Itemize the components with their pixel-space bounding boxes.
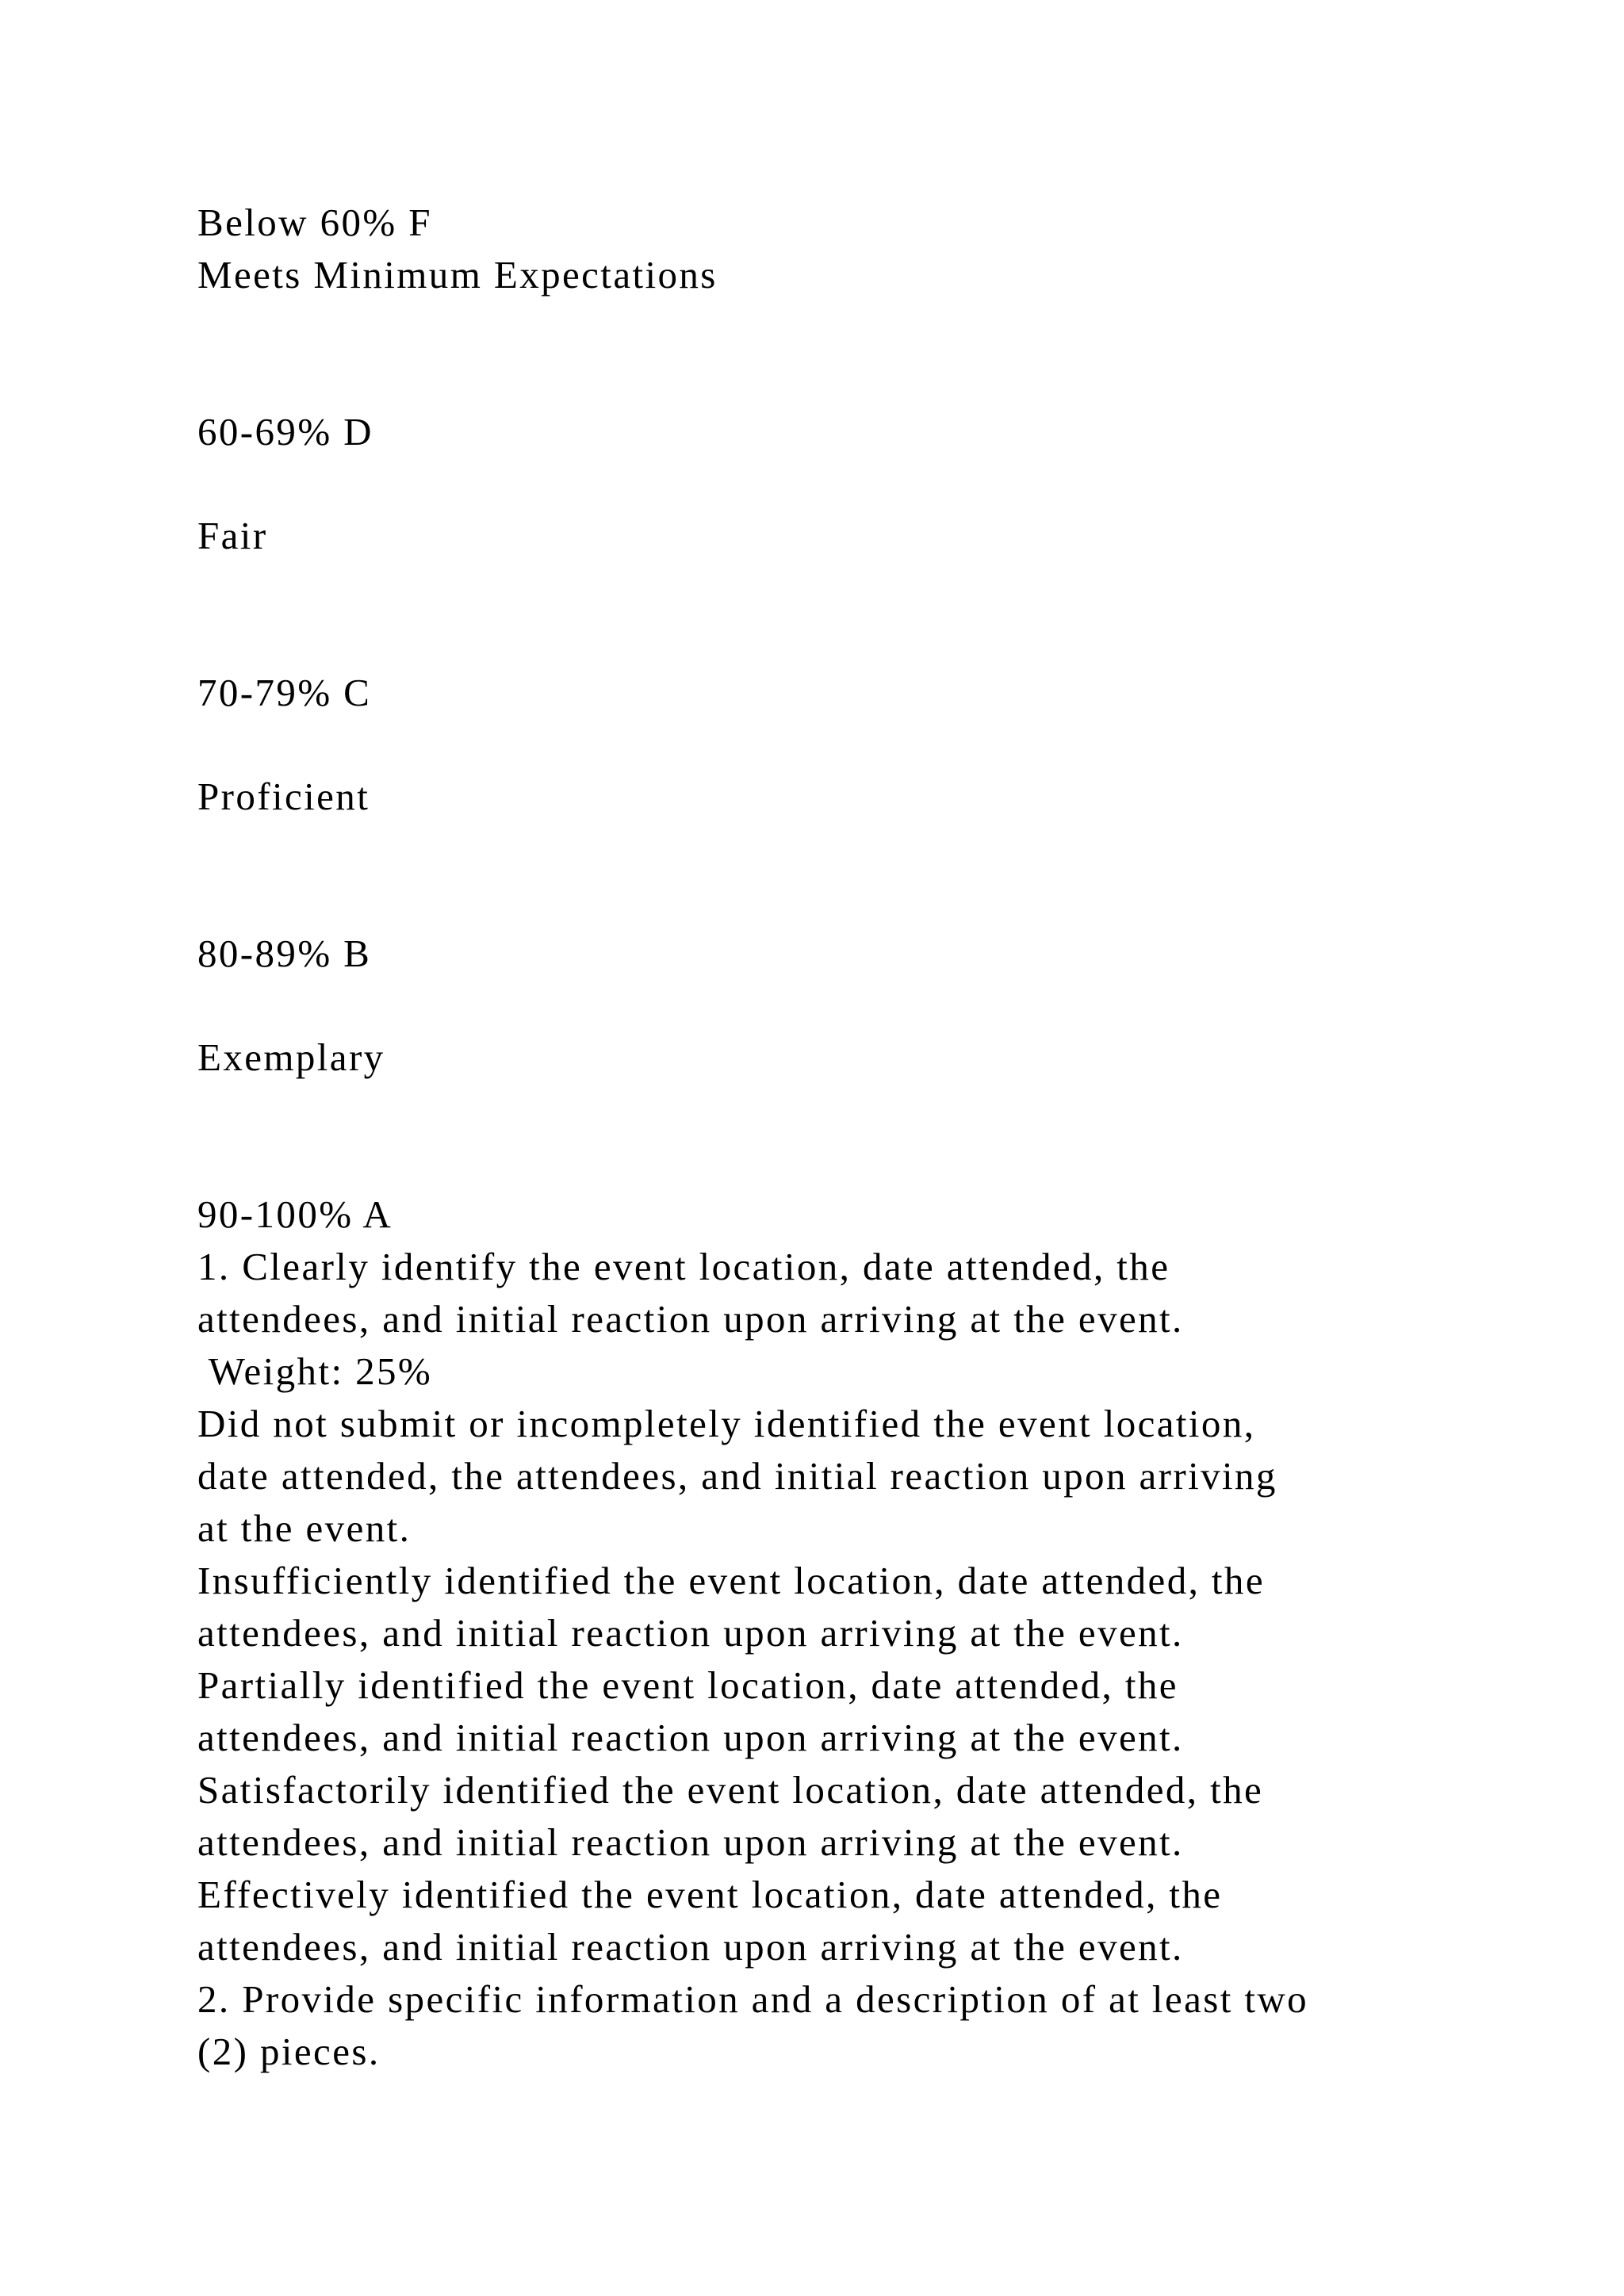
criterion-2-line-1: 2. Provide specific information and a description of at least two — [197, 1977, 1309, 2021]
criterion-1-line-2: attendees, and initial reaction upon arriving at the event. — [197, 1297, 1184, 1341]
level-f-description-line-2: date attended, the attendees, and initial reaction upon arriving — [197, 1454, 1277, 1498]
grade-60-69-d: 60-69% D — [197, 410, 373, 453]
level-c-description-line-2: attendees, and initial reaction upon arriving at the event. — [197, 1716, 1184, 1759]
grade-80-89-b: 80-89% B — [197, 932, 372, 975]
criterion-1-line-1: 1. Clearly identify the event location, date attended, the — [197, 1245, 1170, 1288]
level-a-description-line-1: Effectively identified the event location, date attended, the — [197, 1873, 1223, 1916]
grade-70-79-c: 70-79% C — [197, 671, 372, 714]
label-fair: Fair — [197, 514, 268, 557]
level-a-description-line-2: attendees, and initial reaction upon arriving at the event. — [197, 1925, 1184, 1969]
label-exemplary: Exemplary — [197, 1035, 385, 1079]
level-b-description-line-1: Satisfactorily identified the event location, date attended, the — [197, 1768, 1264, 1812]
label-proficient: Proficient — [197, 775, 370, 818]
level-d-description-line-1: Insufficiently identified the event location, date attended, the — [197, 1559, 1265, 1602]
grade-90-100-a: 90-100% A — [197, 1192, 393, 1236]
label-meets-minimum-expectations: Meets Minimum Expectations — [197, 253, 718, 297]
level-c-description-line-1: Partially identified the event location, date attended, the — [197, 1663, 1178, 1707]
level-f-description-line-3: at the event. — [197, 1506, 412, 1550]
level-d-description-line-2: attendees, and initial reaction upon arriving at the event. — [197, 1611, 1184, 1655]
criterion-1-weight: Weight: 25% — [197, 1349, 433, 1393]
level-b-description-line-2: attendees, and initial reaction upon arriving at the event. — [197, 1820, 1184, 1864]
level-f-description-line-1: Did not submit or incompletely identified the event location, — [197, 1402, 1256, 1445]
criterion-2-line-2: (2) pieces. — [197, 2030, 381, 2073]
grade-below-60-f: Below 60% F — [197, 201, 432, 244]
